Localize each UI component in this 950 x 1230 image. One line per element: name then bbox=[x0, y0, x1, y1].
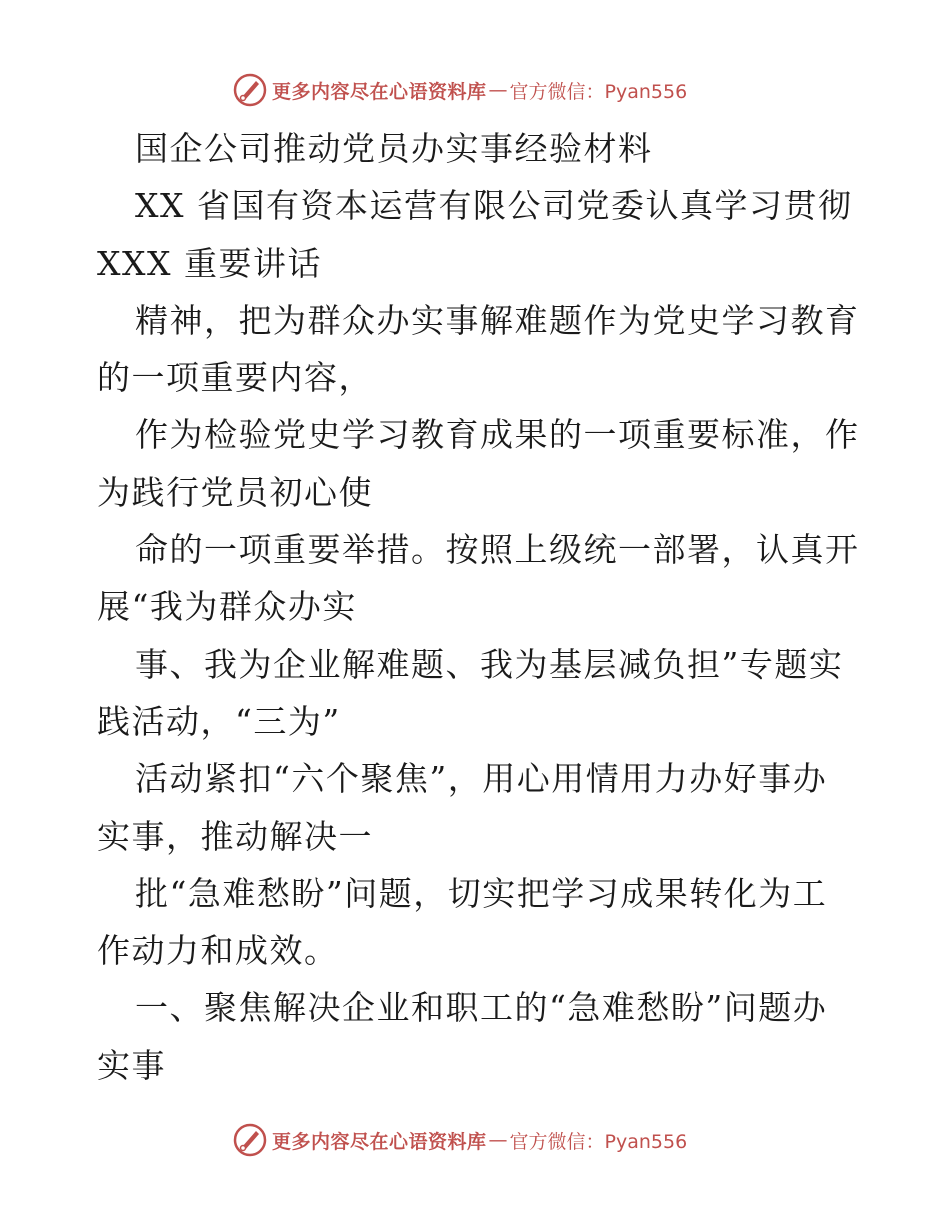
document-body bbox=[97, 120, 860, 1094]
text-line: XXX 重要讲话 bbox=[97, 243, 322, 283]
text-line: 实事，推动解决一 bbox=[97, 816, 373, 856]
text-line: 命的一项重要举措。按照上级统一部署，认真开 bbox=[135, 530, 860, 570]
text-line: 作动力和成效。 bbox=[97, 931, 339, 971]
text-line: 国企公司推动党员办实事经验材料 bbox=[135, 129, 653, 168]
text-line: 活动紧扣“六个聚焦”，用心用情用力办好事办 bbox=[135, 759, 828, 799]
text-line: 一、聚焦解决企业和职工的“急难愁盼”问题办 bbox=[135, 988, 828, 1028]
footer-watermark bbox=[232, 1120, 687, 1160]
text-line: 的一项重要内容， bbox=[97, 358, 373, 398]
watermark-wechat-text: 官方微信：Pyan556 bbox=[509, 80, 688, 103]
watermark-separator: — bbox=[488, 79, 508, 101]
text-line: 为践行党员初心使 bbox=[97, 472, 373, 512]
watermark-main-text: 更多内容尽在心语资料库 bbox=[272, 1130, 487, 1153]
pen-seal-icon bbox=[232, 72, 268, 108]
text-line: 批“急难愁盼”问题，切实把学习成果转化为工 bbox=[135, 873, 828, 913]
text-line: 展“我为群众办实 bbox=[97, 587, 357, 627]
header-watermark bbox=[232, 70, 687, 110]
text-line: 实事 bbox=[97, 1045, 166, 1085]
pen-seal-icon bbox=[232, 1122, 268, 1158]
watermark-main-text: 更多内容尽在心语资料库 bbox=[272, 80, 487, 103]
text-line: 作为检验党史学习教育成果的一项重要标准，作 bbox=[135, 415, 860, 455]
text-line: 践活动，“三为” bbox=[97, 701, 341, 741]
text-line: 精神，把为群众办实事解难题作为党史学习教育 bbox=[135, 300, 860, 340]
watermark-separator: — bbox=[488, 1129, 508, 1151]
text-line: 事、我为企业解难题、我为基层减负担”专题实 bbox=[135, 644, 844, 684]
text-line: XX 省国有资本运营有限公司党委认真学习贯彻 bbox=[135, 186, 853, 226]
watermark-wechat-text: 官方微信：Pyan556 bbox=[509, 1130, 688, 1153]
